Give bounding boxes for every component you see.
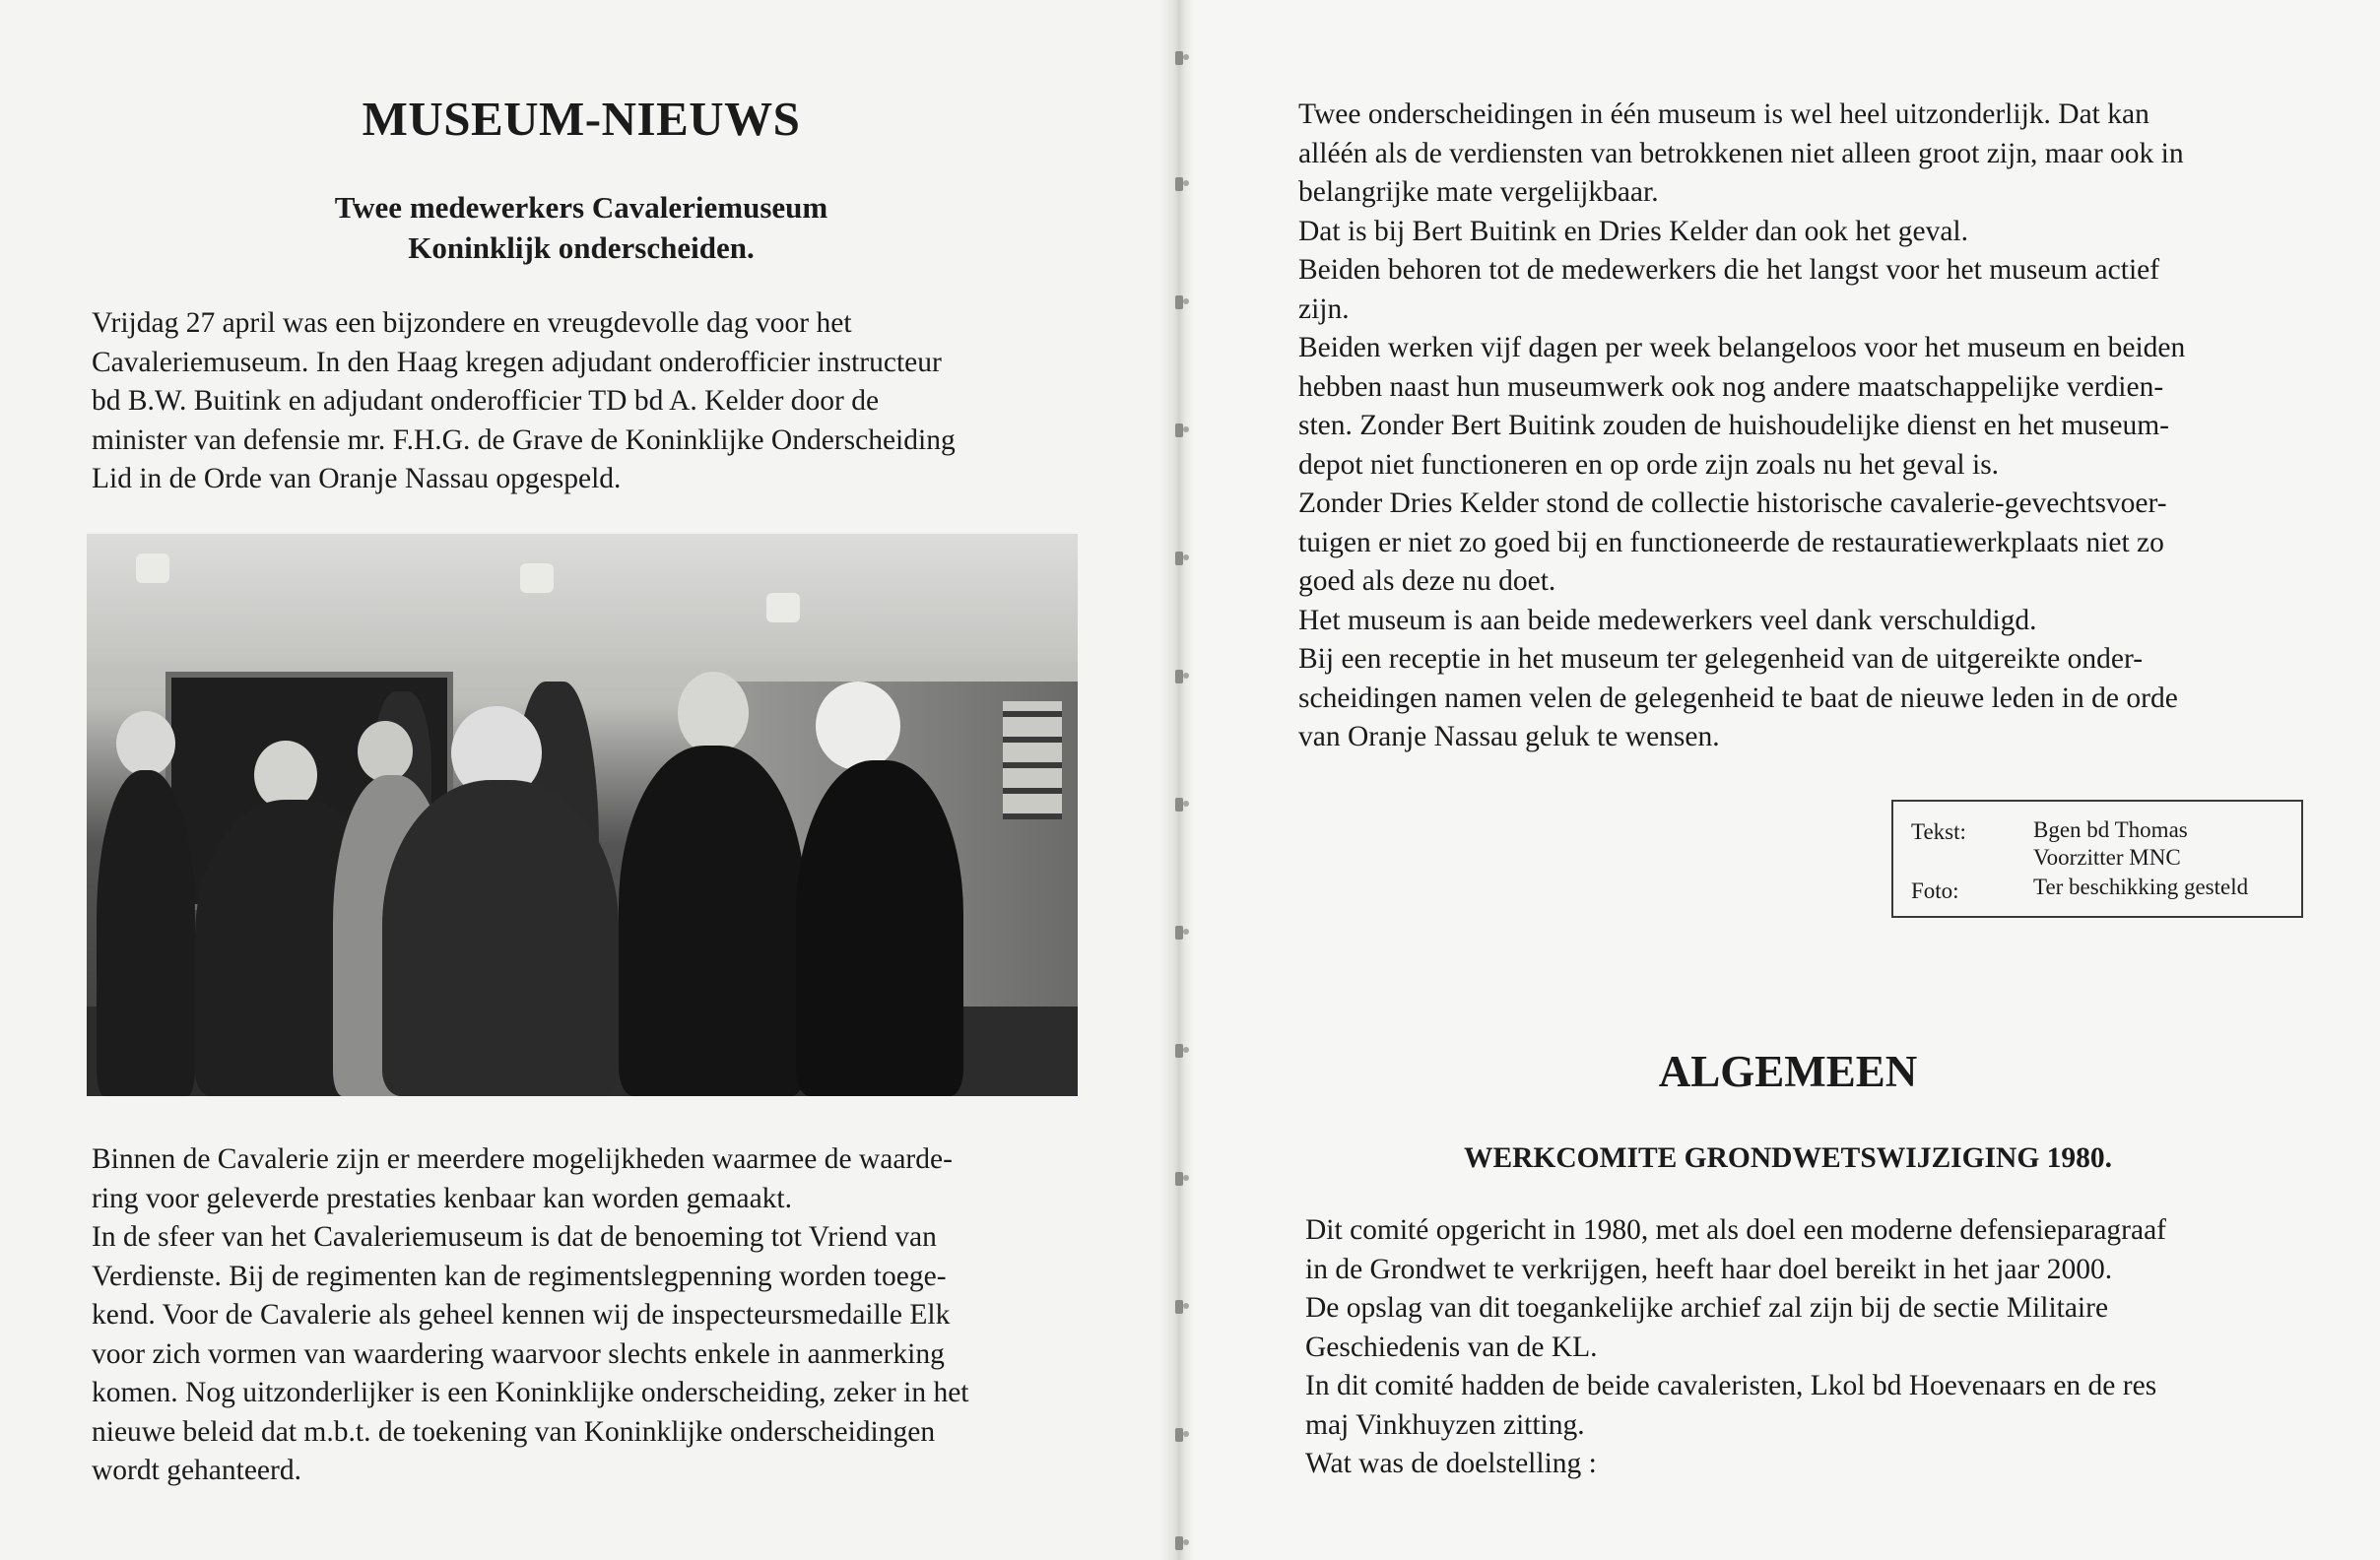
binding-mark (1175, 51, 1183, 65)
text-line: ring voor geleverde prestaties kenbaar kan worden gemaakt. (92, 1182, 792, 1214)
credits-text-role: Voorzitter MNC (2033, 845, 2181, 870)
section-subtitle: WERKCOMITE GRONDWETSWIJZIGING 1980. (1463, 1142, 2113, 1174)
book-gutter (1160, 0, 1194, 1560)
credits-photo-label: Foto: (1911, 878, 1959, 903)
text-line: De opslag van dit toegankelijke archief zal zijn bij de sectie Militaire (1305, 1292, 2109, 1324)
text-line: nieuwe beleid dat m.b.t. de toekening van Koninklijke onderscheidingen (92, 1415, 936, 1448)
text-line: goed als deze nu doet. (1298, 565, 1556, 597)
binding-mark (1175, 1536, 1183, 1550)
binding-mark (1175, 798, 1183, 812)
text-line: kend. Voor de Cavalerie als geheel kennen wij de inspecteursmedaille Elk (92, 1299, 951, 1331)
binding-mark (1175, 1044, 1183, 1058)
text-line: Twee onderscheidingen in één museum is wel heel uitzonderlijk. Dat kan (1298, 98, 2149, 130)
text-line: scheidingen namen velen de gelegenheid te baat de nieuwe leden in de orde (1298, 682, 2178, 714)
text-line: Verdienste. Bij de regimenten kan de regimentslegpenning worden toege- (92, 1260, 947, 1292)
binding-mark (1175, 926, 1183, 940)
subtitle-line: Koninklijk onderscheiden. (408, 230, 755, 265)
binding-mark (1175, 552, 1183, 565)
text-line: tuigen er niet zo goed bij en functioneerde de restauratiewerkplaats niet zo (1298, 526, 2164, 558)
text-line: Wat was de doelstelling : (1305, 1448, 1597, 1479)
text-line: Cavaleriemuseum. In den Haag kregen adjudant onderofficier instructeur (92, 346, 942, 378)
subtitle-line: Twee medewerkers Cavaleriemuseum (334, 190, 828, 225)
binding-mark (1175, 670, 1183, 683)
binding-mark (1175, 1300, 1183, 1314)
credits-text-author: Bgen bd Thomas (2033, 817, 2188, 842)
text-line: komen. Nog uitzonderlijker is een Koninklijke onderscheiding, zeker in het (92, 1377, 969, 1408)
text-line: maj Vinkhuyzen zitting. (1305, 1408, 1585, 1441)
intro-paragraph (92, 304, 1077, 499)
text-line: alléén als de verdiensten van betrokkenen niet alleen groot zijn, maar ook in (1298, 137, 2184, 169)
text-line: Geschiedenis van de KL. (1305, 1331, 1598, 1363)
body-paragraph-left (92, 1140, 1077, 1491)
text-line: hebben naast hun museumwerk ook nog andere maatschappelijke verdien- (1298, 370, 2164, 403)
text-line: depot niet functioneren en op orde zijn zoals nu het geval is. (1298, 448, 2000, 481)
text-line: voor zich vormen van waardering waarvoor slechts enkele in aanmerking (92, 1337, 945, 1370)
binding-mark (1175, 177, 1183, 191)
text-line: Beiden behoren tot de medewerkers die het langst voor het museum actief (1298, 254, 2160, 286)
text-line: zijn. (1298, 292, 1350, 325)
text-line: bd B.W. Buitink en adjudant onderofficier TD bd A. Kelder door de (92, 385, 880, 417)
text-line: Zonder Dries Kelder stond de collectie historische cavalerie-gevechtsvoer- (1298, 488, 2167, 519)
binding-mark (1175, 295, 1183, 309)
text-line: Vrijdag 27 april was een bijzondere en vreugdevolle dag voor het (92, 307, 852, 339)
page-title: MUSEUM-NIEUWS (362, 92, 801, 146)
article-subtitle (89, 187, 1074, 268)
binding-mark (1175, 423, 1183, 437)
text-line: sten. Zonder Bert Buitink zouden de huishoudelijke dienst en het museum- (1298, 410, 2170, 441)
text-line: belangrijke mate vergelijkbaar. (1298, 176, 1659, 208)
section-title: ALGEMEEN (1658, 1047, 1918, 1096)
text-line: Lid in de Orde van Oranje Nassau opgespeld. (92, 463, 622, 494)
text-line: In de sfeer van het Cavaleriemuseum is dat de benoeming tot Vriend van (92, 1221, 937, 1253)
text-line: Dit comité opgericht in 1980, met als doel een moderne defensieparagraaf (1305, 1214, 2167, 1246)
binding-mark (1175, 1172, 1183, 1186)
ceremony-photo (87, 534, 1078, 1096)
text-line: minister van defensie mr. F.H.G. de Grave de Koninklijke Onderscheiding (92, 423, 956, 456)
binding-mark (1175, 1428, 1183, 1442)
text-line: wordt gehanteerd. (92, 1455, 301, 1486)
text-line: in de Grondwet te verkrijgen, heeft haar doel bereikt in het jaar 2000. (1305, 1253, 2113, 1285)
body-paragraph-right (1298, 96, 2293, 757)
section-paragraph (1305, 1211, 2290, 1484)
text-line: Beiden werken vijf dagen per week belangeloos voor het museum en beiden (1298, 332, 2186, 363)
text-line: Binnen de Cavalerie zijn er meerdere mogelijkheden waarmee de waarde- (92, 1143, 953, 1175)
text-line: Dat is bij Bert Buitink en Dries Kelder dan ook het geval. (1298, 215, 1968, 247)
credits-photo-source: Ter beschikking gesteld (2033, 875, 2249, 899)
credits-text-label: Tekst: (1911, 819, 1966, 844)
text-line: In dit comité hadden de beide cavaleristen, Lkol bd Hoevenaars en de res (1305, 1370, 2157, 1401)
credits-box (1891, 800, 2303, 918)
text-line: Bij een receptie in het museum ter gelegenheid van de uitgereikte onder- (1298, 643, 2144, 675)
text-line: van Oranje Nassau geluk te wensen. (1298, 721, 1720, 752)
text-line: Het museum is aan beide medewerkers veel dank verschuldigd. (1298, 604, 2037, 636)
